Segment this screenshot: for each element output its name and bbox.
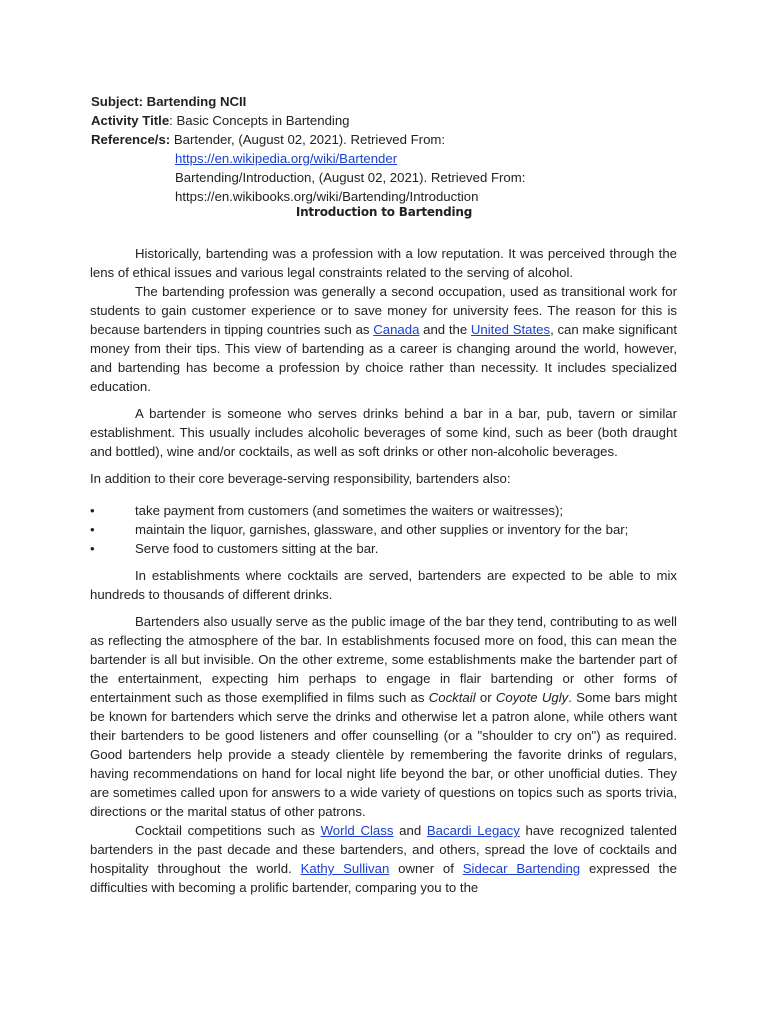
kathy-sullivan-link[interactable]: Kathy Sullivan [300, 861, 390, 876]
paragraph-responsibilities-intro: In addition to their core beverage-serving responsibility, bartenders also: [90, 471, 511, 486]
bacardi-legacy-link[interactable]: Bacardi Legacy [426, 823, 520, 838]
reference-1-link[interactable]: https://en.wikipedia.org/wiki/Bartender [175, 151, 398, 166]
bullet-icon: • [90, 522, 95, 537]
list-item: • Serve food to customers sitting at the bar. [90, 541, 379, 556]
reference-2-text: Bartending/Introduction, (August 02, 2021). Retrieved From: [175, 170, 526, 185]
activity-label: Activity Title [91, 113, 170, 128]
list-item: • take payment from customers (and sometimes the waiters or waitresses); [90, 503, 564, 518]
canada-link[interactable]: Canada [373, 322, 420, 337]
world-class-link[interactable]: World Class [320, 823, 394, 838]
document-title: Introduction to Bartending [295, 205, 473, 219]
film-coyote-ugly: Coyote Ugly [495, 690, 569, 705]
responsibilities-list [90, 501, 677, 558]
paragraph-definition: A bartender is someone who serves drinks behind a bar in a bar, pub, tavern or similar establishment. This usually includes alcoholic beverages of some kind, such as beer (both draught and bottled), wine and/or cocktails, as well as soft drinks or other non-alcoholic beverages. [90, 406, 677, 459]
reference-1-url-line [91, 149, 691, 168]
film-cocktail: Cocktail [428, 690, 476, 705]
subject-line: Subject: Bartending NCII [91, 94, 247, 109]
paragraph-history: Historically, bartending was a profession with a low reputation. It was perceived through the lens of ethical issues and various legal constraints related to the serving of alcohol. [90, 246, 677, 280]
paragraph-cocktails: In establishments where cocktails are served, bartenders are expected to be able to mix hundreds to thousands of different drinks. [90, 568, 677, 602]
bullet-icon: • [90, 541, 95, 556]
reference-1-text: Bartender, (August 02, 2021). Retrieved From: [170, 132, 446, 147]
list-item: • maintain the liquor, garnishes, glassware, and other supplies or inventory for the bar; [90, 522, 629, 537]
paragraph-public-image: Bartenders also usually serve as the public image of the bar they tend, contributing to as well as reflecting the atmosphere of the bar. In establishments focused more on food, this can mean the bartender is all but invisible. On the other extreme, some establishments make the bartender part of the entertainment, expecting him perhaps to engage in flair bartending or other forms of entertainment such as those exemplified in films such as Cocktail or Coyote Ugly. Some bars might be known for bartenders which serve the drinks and otherwise let a patron alone, while others want their bartenders to be good listeners and offer counselling (or a "shoulder to cry on") as required. Good bartenders help provide a steady clientèle by remembering the favorite drinks of regulars, having recommendations on hand for local night life beyond the bar, or other unofficial duties. They are sometimes called upon for answers to a wide variety of questions on topics such as sports trivia, directions or the marital status of other patrons. [90, 614, 678, 819]
reference-line [91, 130, 691, 149]
paragraph-competitions: Cocktail competitions such as World Class and Bacardi Legacy have recognized talented bartenders in the past decade and these bartenders, and others, spread the love of cocktails and hospitality throughout the world. Kathy Sullivan owner of Sidecar Bartending expressed the difficulties with becoming a prolific bartender, comparing you to the [90, 823, 677, 895]
document-header [91, 92, 691, 206]
reference-2-url: https://en.wikibooks.org/wiki/Bartending/Introduction [175, 189, 479, 204]
reference-label: Reference/s: [91, 132, 171, 147]
united-states-link[interactable]: United States [470, 322, 551, 337]
paragraph-profession: The bartending profession was generally a second occupation, used as transitional work for students to gain customer experience or to save money for university fees. The reason for this is because bartenders in tipping countries such as Canada and the United States, can make significant money from their tips. This view of bartending as a career is changing around the world, however, and bartending has become a profession by choice rather than necessity. It includes specialized education. [90, 284, 678, 394]
bullet-icon: • [90, 503, 95, 518]
document-body [90, 244, 677, 897]
activity-value: : Basic Concepts in Bartending [169, 113, 350, 128]
sidecar-bartending-link[interactable]: Sidecar Bartending [462, 861, 581, 876]
activity-line [91, 111, 691, 130]
